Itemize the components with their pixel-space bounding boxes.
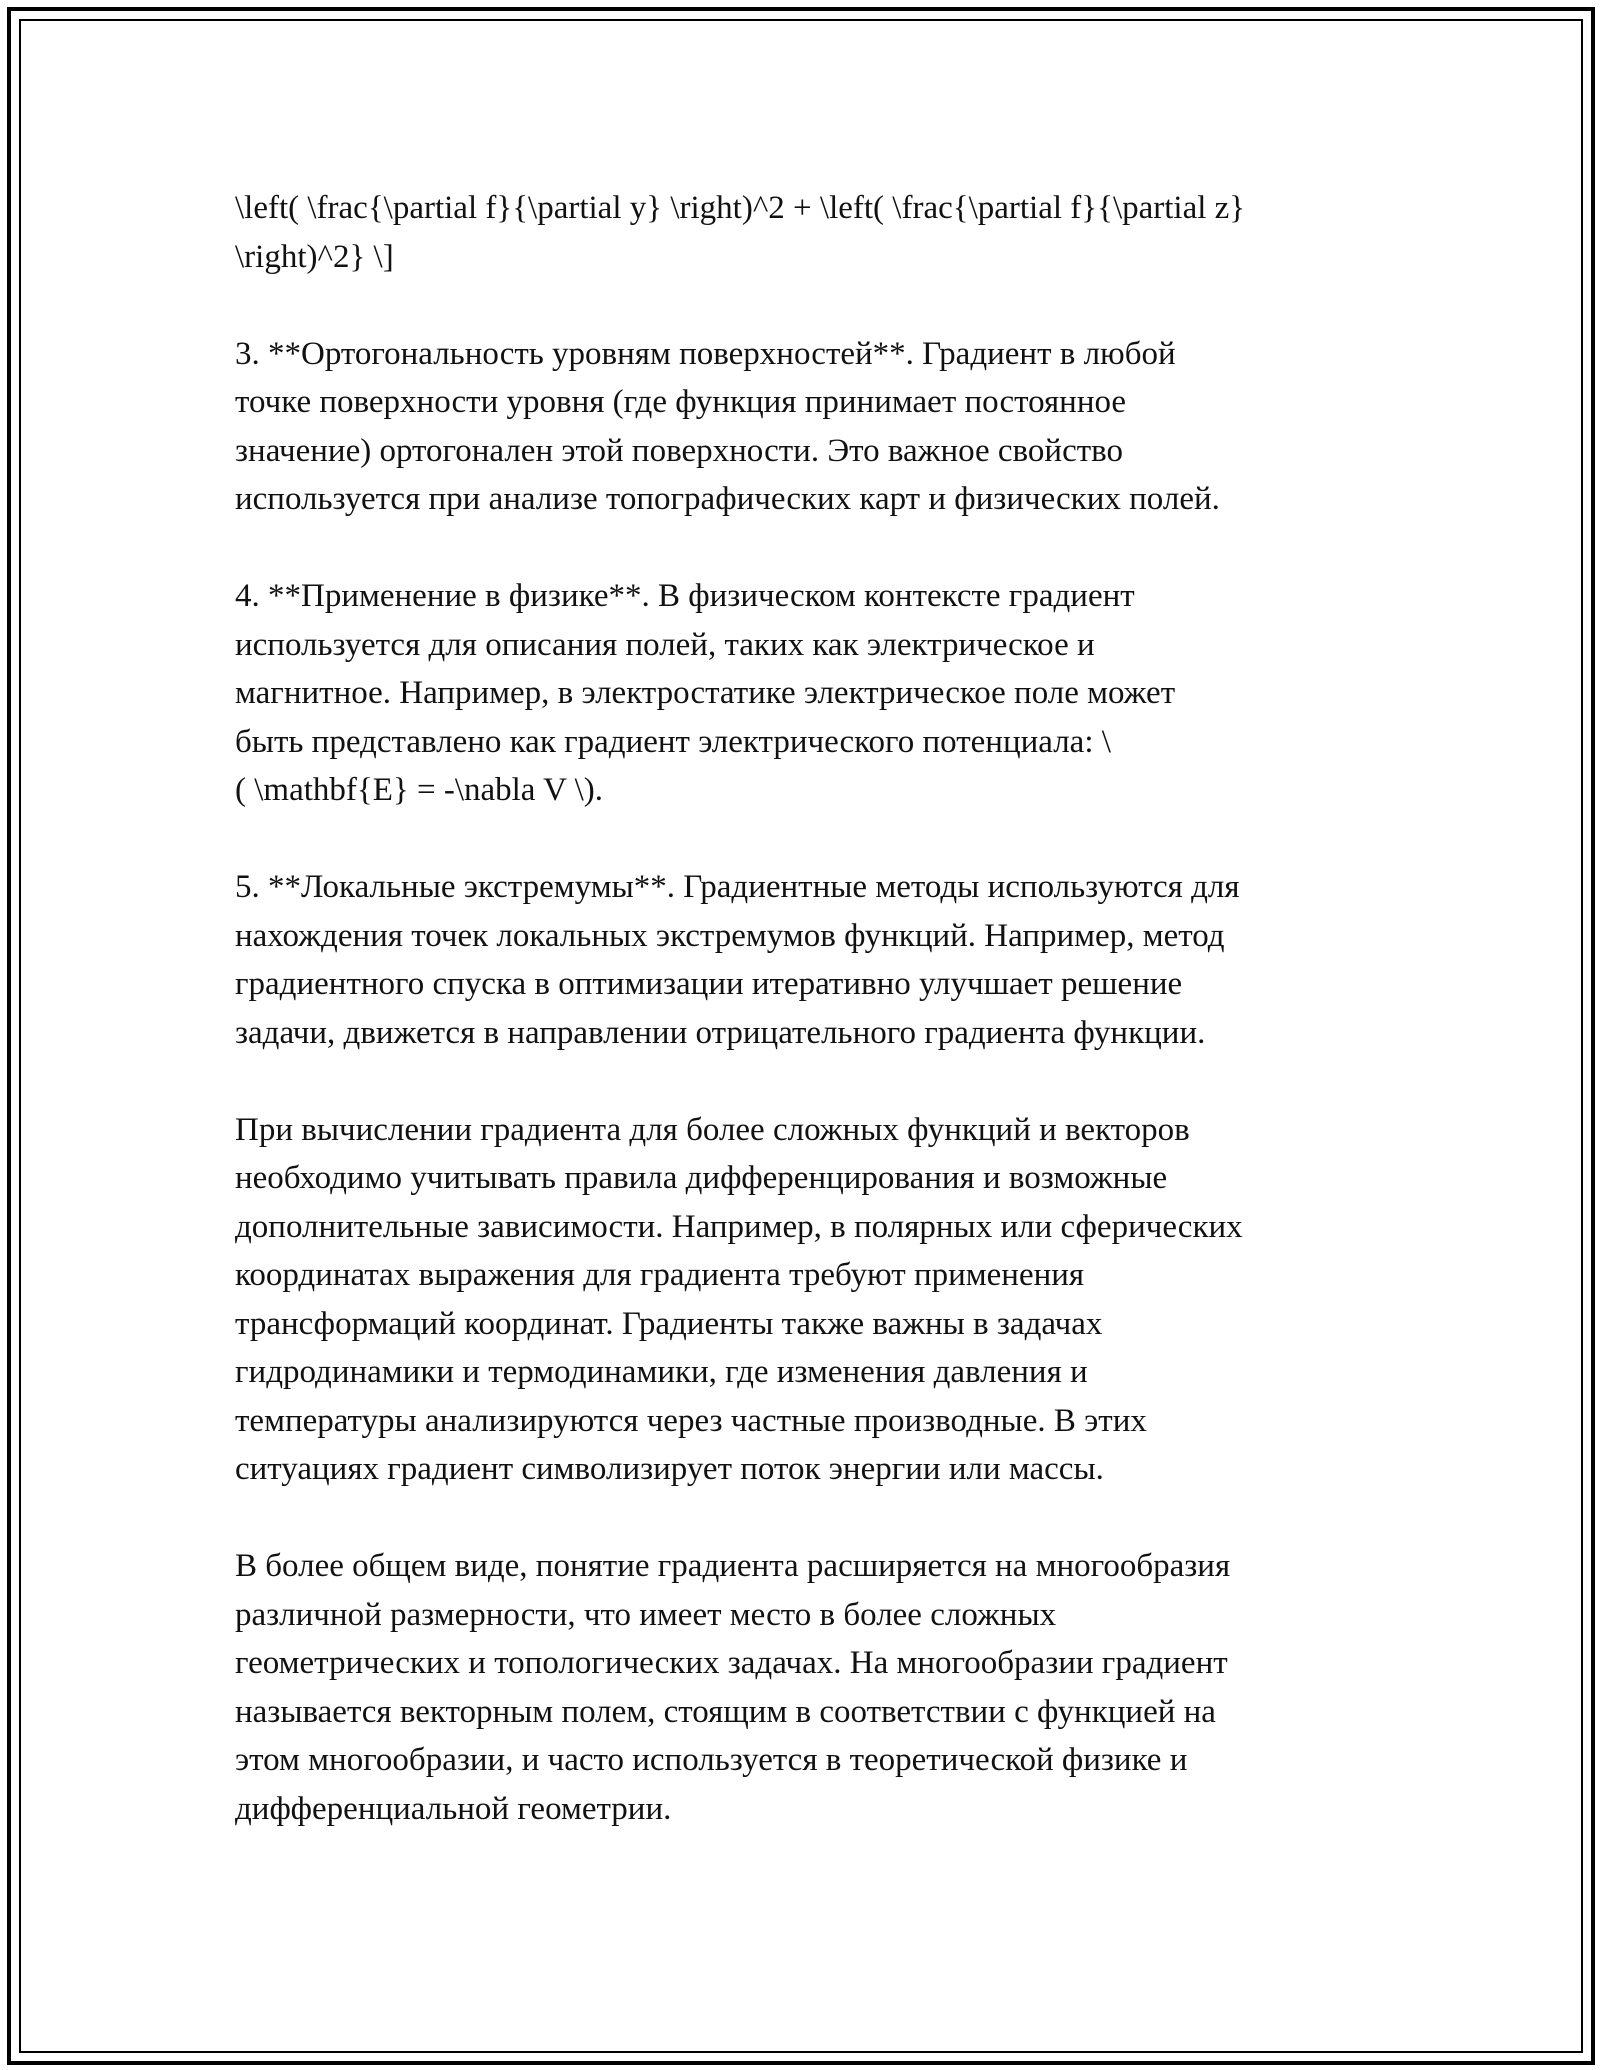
text-line: магнитное. Например, в электростатике электрическое поле может	[235, 675, 1176, 711]
text-line: ситуациях градиент символизирует поток энергии или массы.	[235, 1451, 1104, 1487]
text-line: 5. **Локальные экстремумы**. Градиентные методы используются для	[235, 869, 1240, 905]
text-line: нахождения точек локальных экстремумов функций. Например, метод	[235, 917, 1225, 954]
text-line: различной размерности, что имеет место в более сложных	[235, 1596, 1057, 1633]
paragraph	[235, 1106, 1375, 1494]
text-line: При вычислении градиента для более сложных функций и векторов	[235, 1111, 1190, 1148]
text-line: необходимо учитывать правила дифференцирования и возможные	[235, 1160, 1168, 1196]
paragraph	[235, 1542, 1375, 1833]
text-line: используется для описания полей, таких как электрическое и	[235, 626, 1095, 663]
text-line: этом многообразии, и часто используется в теоретической физике и	[235, 1742, 1188, 1778]
text-line: \right)^2} \]	[235, 238, 394, 275]
text-line: температуры анализируются через частные производные. В этих	[235, 1402, 1147, 1439]
text-line: трансформаций координат. Градиенты также важны в задачах	[235, 1305, 1103, 1342]
text-line: дополнительные зависимости. Например, в полярных или сферических	[235, 1208, 1243, 1245]
text-line: ( \mathbf{E} = -\nabla V \).	[235, 772, 603, 808]
text-line: 4. **Применение в физике**. В физическом контексте градиент	[235, 578, 1135, 614]
text-line: называется векторным полем, стоящим в соответствии с функцией на	[235, 1693, 1216, 1730]
text-line: дифференциальной геометрии.	[235, 1790, 672, 1827]
text-line: геометрических и топологических задачах. На многообразии градиент	[235, 1645, 1228, 1681]
text-line: значение) ортогонален этой поверхности. Это важное свойство	[235, 432, 1123, 469]
paragraph	[235, 330, 1375, 524]
paragraph	[235, 863, 1375, 1057]
paragraph	[235, 184, 1375, 281]
text-line: \left( \frac{\partial f}{\partial y} \right)^2 + \left( \frac{\partial f}{\partial z}	[235, 190, 1246, 226]
text-line: 3. **Ортогональность уровням поверхностей**. Градиент в любой	[235, 335, 1176, 372]
text-line: используется при анализе топографических карт и физических полей.	[235, 481, 1220, 517]
text-line: В более общем виде, понятие градиента расширяется на многообразия	[235, 1548, 1231, 1584]
text-line: гидродинамики и термодинамики, где изменения давления и	[235, 1354, 1088, 1390]
document-body	[235, 184, 1375, 1882]
text-line: градиентного спуска в оптимизации итеративно улучшает решение	[235, 966, 1183, 1002]
text-line: координатах выражения для градиента требуют применения	[235, 1257, 1085, 1293]
text-line: быть представлено как градиент электрического потенциала: \	[235, 723, 1111, 760]
paragraph	[235, 572, 1375, 815]
text-line: задачи, движется в направлении отрицательного градиента функции.	[235, 1014, 1206, 1051]
text-line: точке поверхности уровня (где функция принимает постоянное	[235, 384, 1127, 420]
